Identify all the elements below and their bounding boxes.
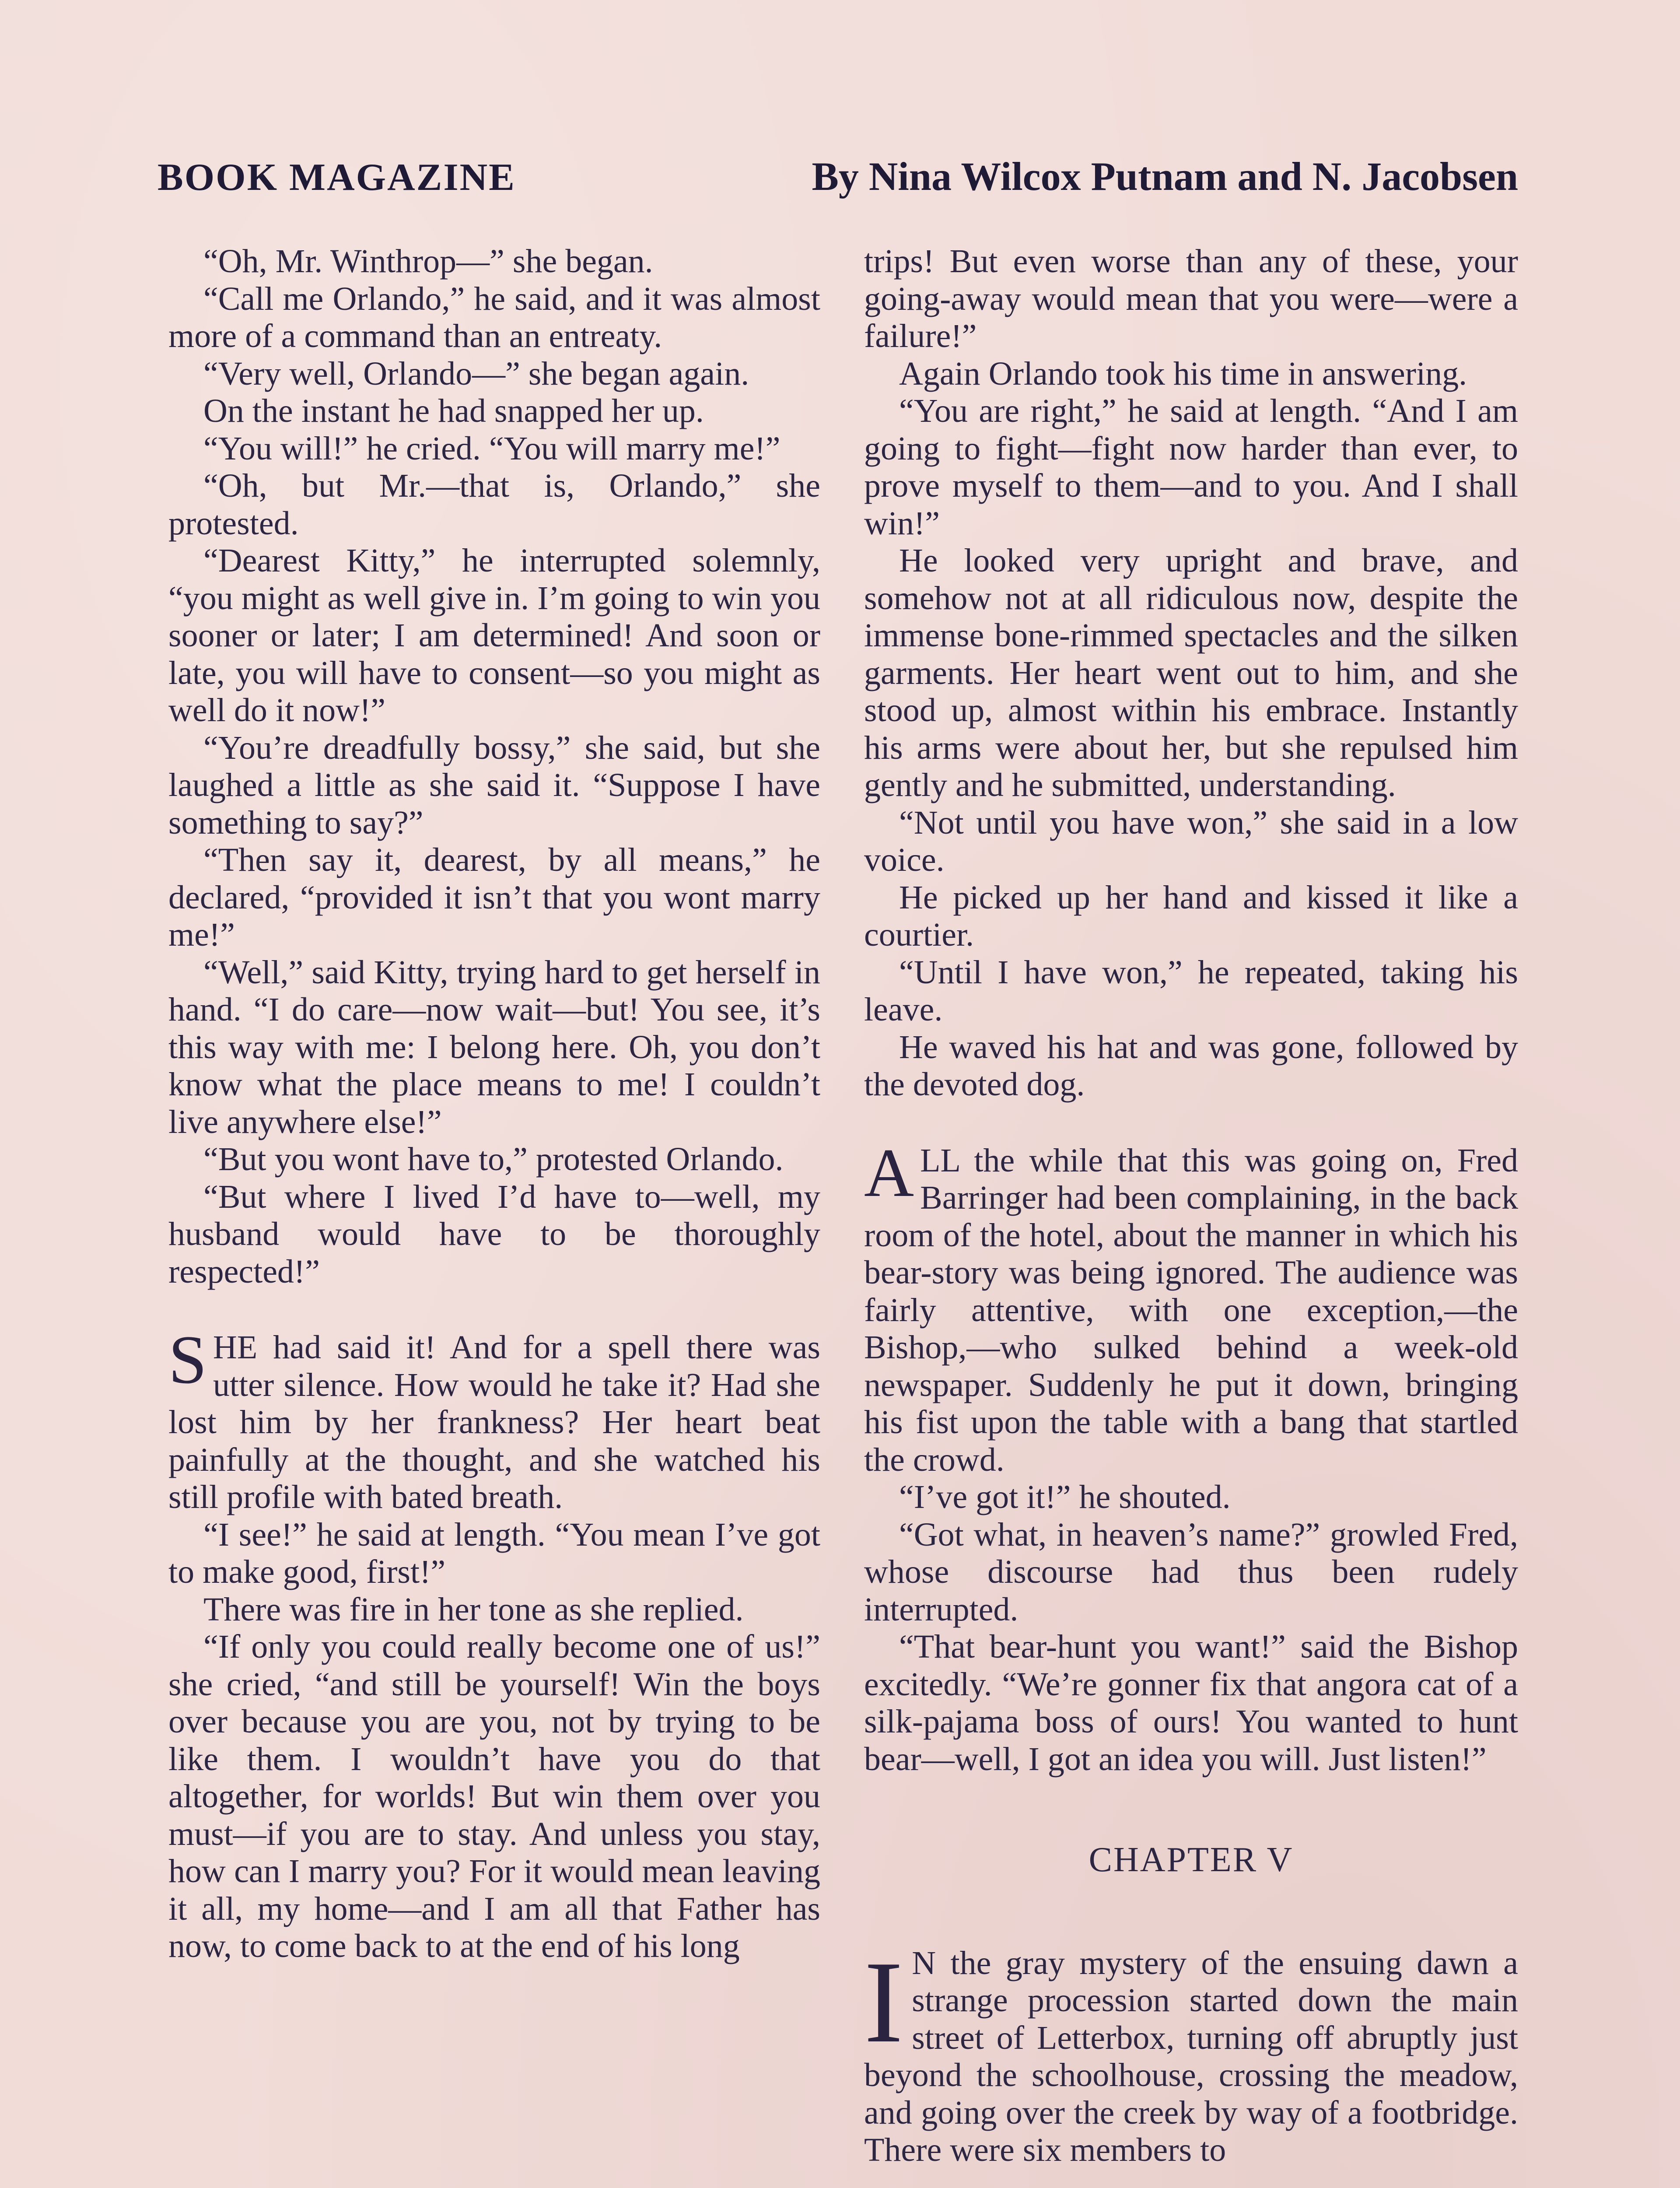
drop-cap: S xyxy=(168,1322,207,1398)
paragraph: “Well,” said Kitty, trying hard to get herself in hand. “I do care—now wait—but! You see, it’s this way with me: I belong here. Oh, you don’t know what the place means to me! I couldn’t live anywhere else!” xyxy=(168,954,820,1140)
paragraph: He waved his hat and was gone, followed by the devoted dog. xyxy=(864,1028,1518,1103)
drop-cap: A xyxy=(864,1134,914,1211)
section-opening-text: HE had said it! And for a spell there was utter silence. How would he take it? Had she lost him by her frankness? Her heart beat painfully at the thought, and she watched his still profile with bated breath. xyxy=(168,1329,820,1515)
right-column xyxy=(864,243,1518,2169)
continued-paragraph: trips! But even worse than any of these, your going-away would mean that you were—were a failure!” xyxy=(864,243,1518,354)
section-break xyxy=(864,1104,1518,1142)
section-break xyxy=(168,1290,820,1329)
paragraph: “If only you could really become one of us!” she cried, “and still be yourself! Win the boys over because you are you, not by trying to be like them. I wouldn’t have you do that altogether, for worlds! But win them over you must—if you are to stay. And unless you stay, how can I marry you? For it would mean leaving it all, my home—and I am all that Father has now, to come back to at the end of his long xyxy=(168,1628,820,1964)
chapter-heading: CHAPTER V xyxy=(1088,1841,1294,1879)
author-byline: By Nina Wilcox Putnam and N. Jacobsen xyxy=(812,154,1518,199)
section-opening-paragraph xyxy=(168,1322,820,1516)
paragraph: “But where I lived I’d have to—well, my husband would have to be thoroughly respected!” xyxy=(168,1178,820,1290)
chapter-opening-text: N the gray mystery of the ensuing dawn a strange procession started down the main street of Letterbox, turning off abruptly just beyond the schoolhouse, crossing the meadow, and going over the creek by way of a footbridge. There were six members to xyxy=(864,1944,1518,2168)
paragraph: “Not until you have won,” she said in a low voice. xyxy=(864,804,1518,878)
paragraph: “Call me Orlando,” he said, and it was almost more of a command than an entreaty. xyxy=(168,280,820,354)
paragraph: “I’ve got it!” he shouted. xyxy=(899,1479,1231,1515)
paragraph: “You’re dreadfully bossy,” she said, but she laughed a little as she said it. “Suppose I have something to say?” xyxy=(168,729,820,841)
paragraph: “Got what, in heaven’s name?” growled Fred, whose discourse had thus been rudely interrupted. xyxy=(864,1516,1518,1628)
paragraph: “Very well, Orlando—” she began again. xyxy=(203,355,749,392)
paragraph: “Dearest Kitty,” he interrupted solemnly, “you might as well give in. I’m going to win you sooner or later; I am determined! And soon or late, you will have to consent—so you might as well do it now!” xyxy=(168,542,820,729)
paragraph: “You are right,” he said at length. “And I am going to fight—fight now harder than ever, to prove myself to them—and to you. And I shall win!” xyxy=(864,393,1518,542)
section-opening-text: LL the while that this was going on, Fred Barringer had been complaining, in the back room of the hotel, about the manner in which his bear-story was being ignored. The audience was fairly attentive, with one exception,—the Bishop,—who sulked behind a week-old newspaper. Suddenly he put it down, bringing his fist upon the table with a bang that startled the crowd. xyxy=(864,1142,1518,1478)
paragraph: He looked very upright and brave, and somehow not at all ridiculous now, despite the immense bone-rimmed spectacles and the silken garments. Her heart went out to him, and she stood up, almost within his embrace. Instantly his arms were about her, but she repulsed him gently and he submitted, understanding. xyxy=(864,542,1518,803)
paragraph: On the instant he had snapped her up. xyxy=(203,393,704,429)
paragraph: “But you wont have to,” protested Orlando. xyxy=(203,1141,784,1178)
paragraph: “That bear-hunt you want!” said the Bishop excitedly. “We’re gonner fix that angora cat of a silk-pajama boss of ours! You wanted to hunt bear—well, I got an idea you will. Just listen!” xyxy=(864,1628,1518,1778)
chapter-opening-paragraph xyxy=(864,1936,1518,2169)
left-column xyxy=(168,243,820,1965)
paragraph: There was fire in her tone as she replied. xyxy=(203,1591,744,1628)
drop-cap: I xyxy=(864,1936,903,2067)
paragraph: Again Orlando took his time in answering. xyxy=(899,355,1467,392)
magazine-title: BOOK MAGAZINE xyxy=(158,156,516,199)
section-opening-paragraph xyxy=(864,1134,1518,1479)
paragraph: “I see!” he said at length. “You mean I’ve got to make good, first!” xyxy=(168,1516,820,1590)
running-header xyxy=(158,153,1518,206)
paragraph: “You will!” he cried. “You will marry me!” xyxy=(203,430,780,467)
paragraph: He picked up her hand and kissed it like a courtier. xyxy=(864,879,1518,953)
paragraph: “Then say it, dearest, by all means,” he declared, “provided it isn’t that you wont marry me!” xyxy=(168,842,820,953)
paragraph: “Until I have won,” he repeated, taking his leave. xyxy=(864,954,1518,1028)
paragraph: “Oh, but Mr.—that is, Orlando,” she protested. xyxy=(168,467,820,542)
paragraph: “Oh, Mr. Winthrop—” she began. xyxy=(203,243,653,280)
